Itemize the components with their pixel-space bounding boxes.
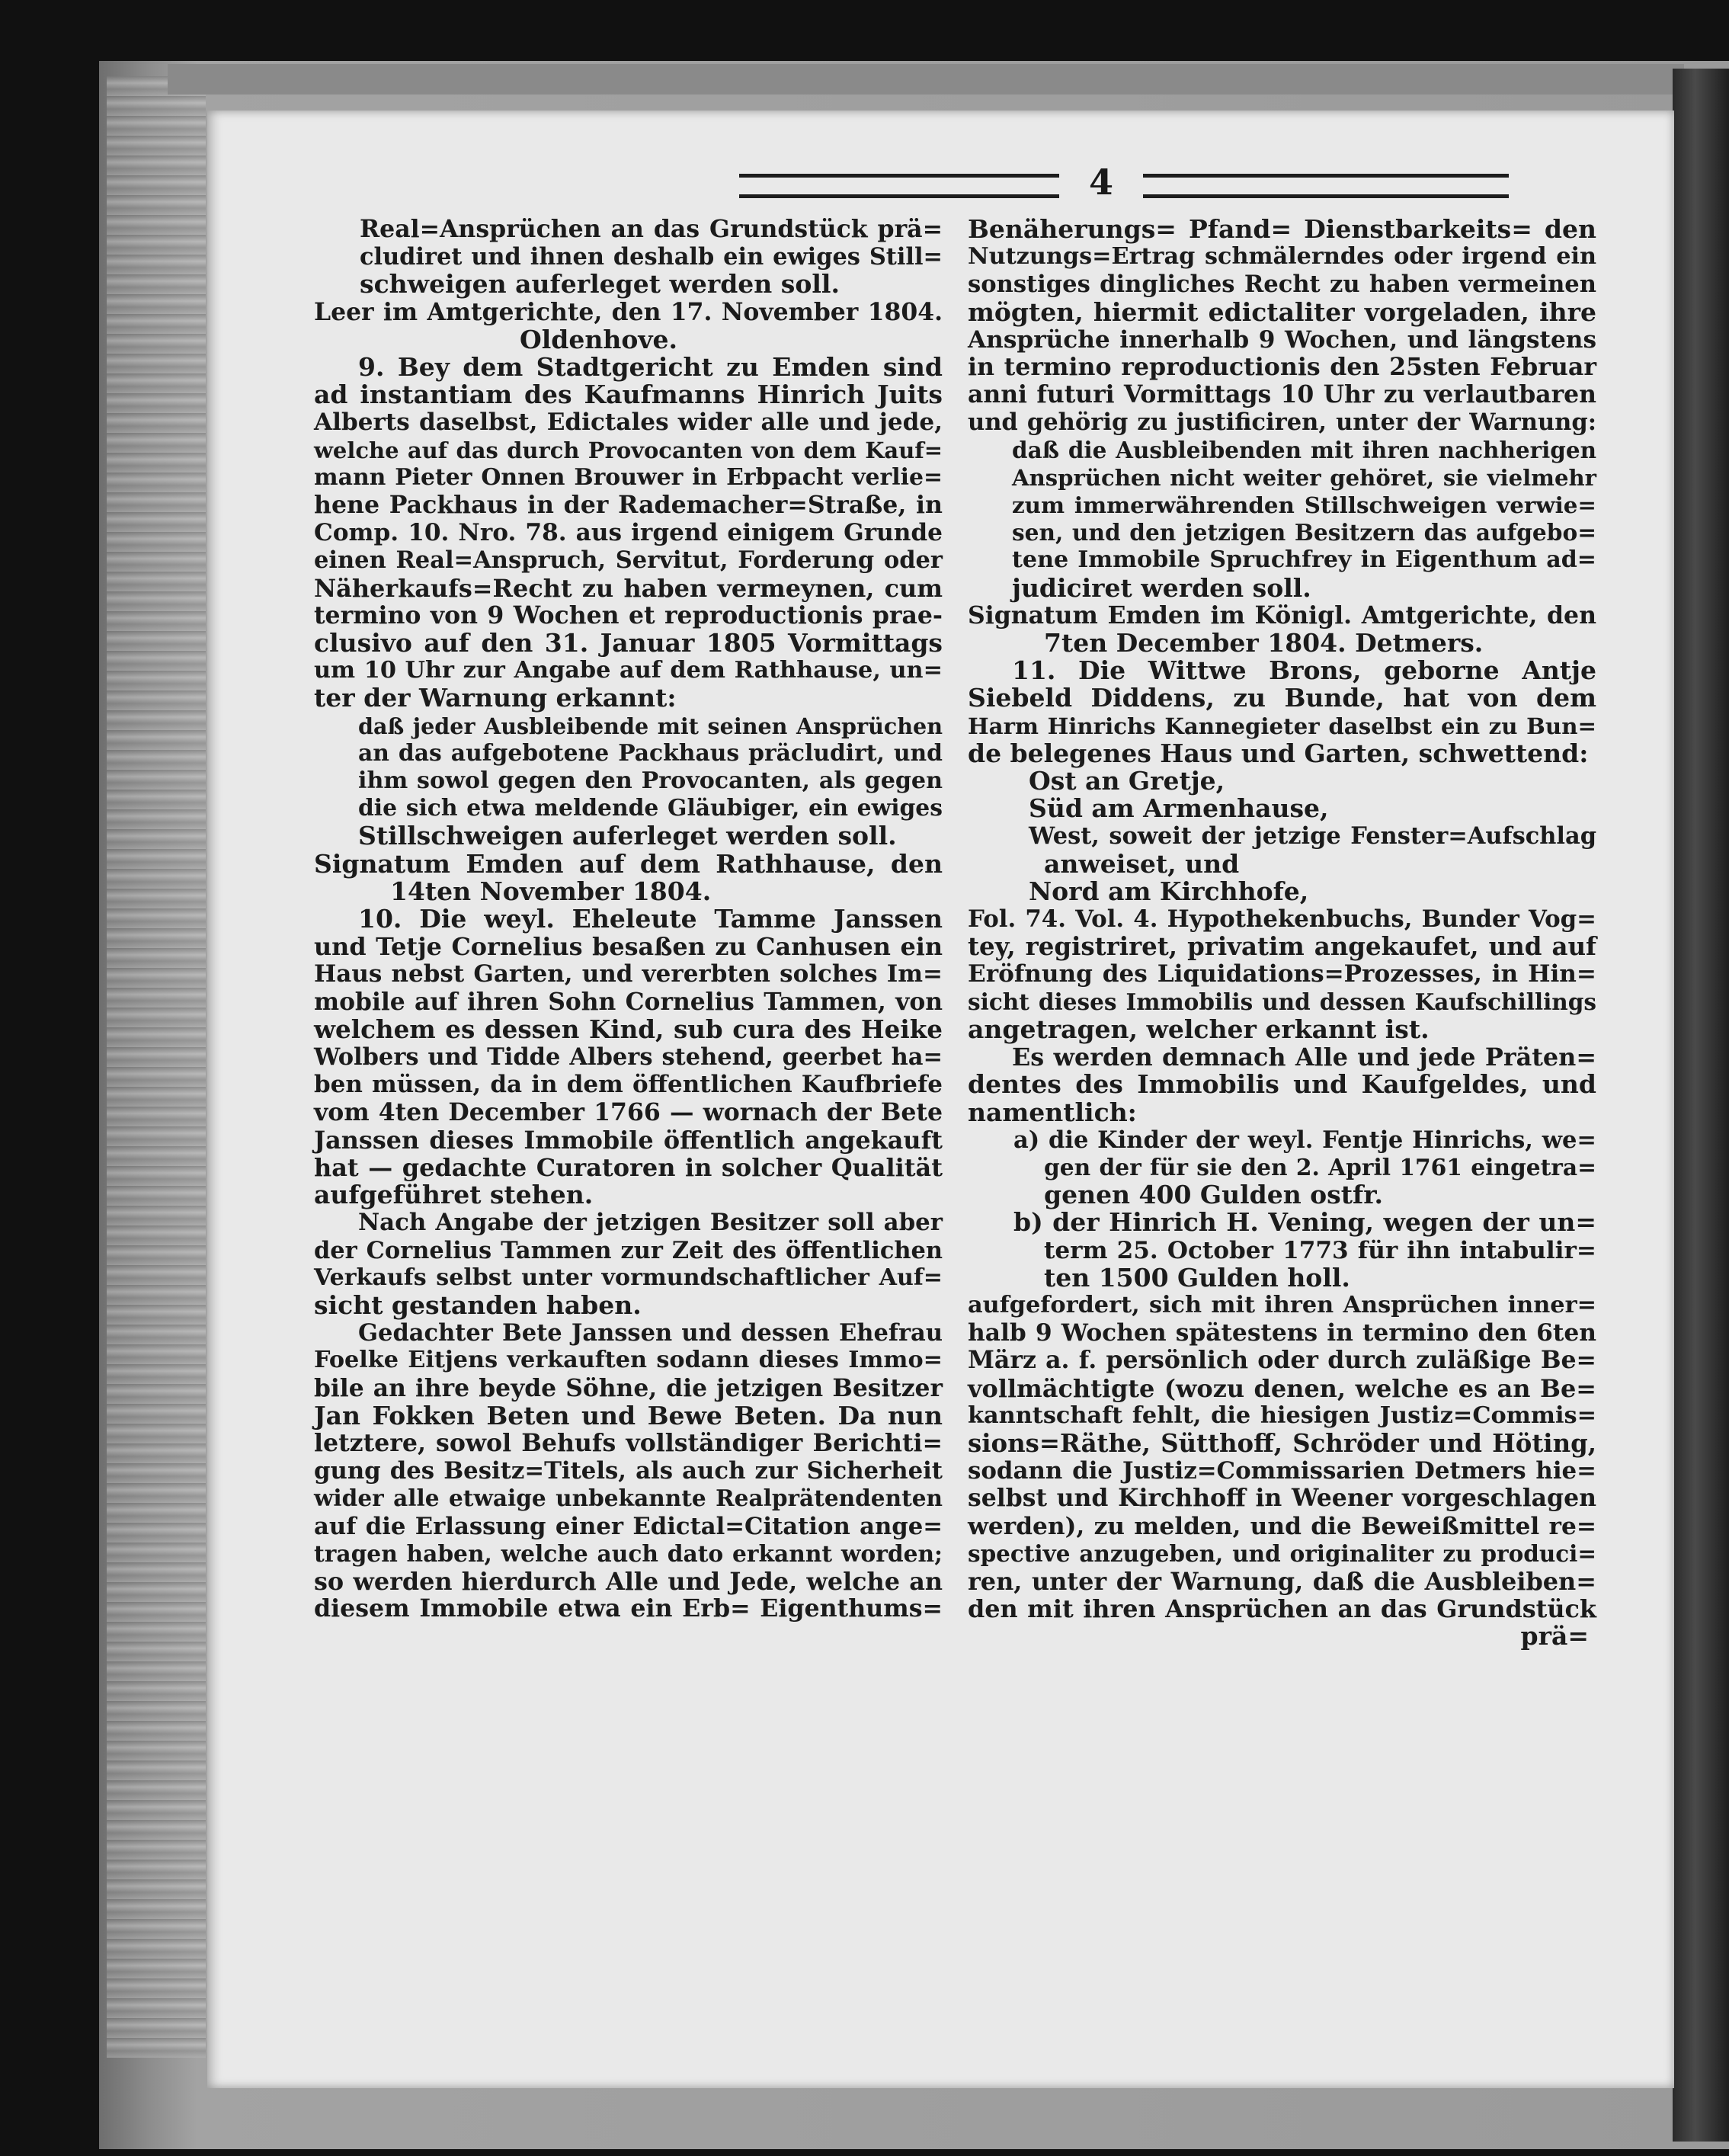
text-line: Siebeld Diddens, zu Bunde, hat von dem: [968, 683, 1596, 713]
text-line: termino von 9 Wochen et reproductionis prae-: [314, 601, 943, 630]
text-line: anweiset, und: [1044, 848, 1240, 879]
text-line: den mit ihren Ansprüchen an das Grundstück: [968, 1594, 1596, 1624]
text-line: gung des Besitz=Titels, als auch zur Sicherheit: [314, 1457, 943, 1485]
text-line: um 10 Uhr zur Angabe auf dem Rathhause, un=: [314, 657, 943, 684]
text-line: auf die Erlassung einer Edictal=Citation ange=: [314, 1512, 943, 1540]
text-line: mobile auf ihren Sohn Cornelius Tammen, von: [314, 988, 943, 1016]
text-line: und gehörig zu justificiren, unter der Warnung:: [968, 408, 1596, 437]
text-line: mann Pieter Onnen Brouwer in Erbpacht verlie=: [314, 463, 943, 491]
text-line: Ansprüchen nicht weiter gehöret, sie vielmehr: [1012, 464, 1596, 491]
text-line: anni futuri Vormittags 10 Uhr zu verlautbaren: [968, 380, 1596, 409]
text-line: Real=Ansprüchen an das Grundstück prä=: [360, 215, 943, 243]
text-line: in termino reproductionis den 25sten Februar: [968, 353, 1596, 382]
page-number: 4: [1088, 162, 1113, 203]
text-line: diesem Immobile etwa ein Erb= Eigenthums=: [314, 1594, 943, 1623]
text-line: sicht gestanden haben.: [314, 1289, 642, 1320]
text-line: an das aufgebotene Packhaus präcludirt, und: [358, 739, 943, 767]
text-line: namentlich:: [968, 1097, 1137, 1127]
text-line: Wolbers und Tidde Albers stehend, geerbet ha=: [314, 1043, 943, 1072]
text-line: clusivo auf den 31. Januar 1805 Vormittags: [314, 628, 943, 658]
text-line: de belegenes Haus und Garten, schwettend:: [968, 738, 1589, 768]
page-header: [533, 162, 1585, 204]
text-line: tey, registriret, privatim angekaufet, und auf: [968, 932, 1596, 962]
text-line: ten 1500 Gulden holl.: [1044, 1262, 1350, 1293]
text-line: wider alle etwaige unbekannte Realprätendenten: [314, 1485, 943, 1512]
text-line: Oldenhove.: [520, 324, 678, 354]
text-line: sions=Räthe, Sütthoff, Schröder und Höting,: [968, 1428, 1596, 1458]
text-line: Benäherungs= Pfand= Dienstbarkeits= den: [968, 214, 1596, 244]
text-line: sonstiges dingliches Recht zu haben vermeinen: [968, 271, 1596, 299]
text-line: und Tetje Cornelius besaßen zu Canhusen ein: [314, 932, 943, 962]
text-line: so werden hierdurch Alle und Jede, welche an: [314, 1566, 943, 1596]
text-line: Signatum Emden im Königl. Amtgerichte, den: [968, 601, 1596, 630]
text-line: Stillschweigen auferleget werden soll.: [358, 821, 897, 851]
text-line: bile an ihre beyde Söhne, die jetzigen Besitzer: [314, 1374, 943, 1402]
text-line: tene Immobile Spruchfrey in Eigenthum ad=: [1012, 546, 1596, 574]
text-line: daß die Ausbleibenden mit ihren nachherigen: [1012, 436, 1596, 463]
text-line: Ansprüche innerhalb 9 Wochen, und längstens: [968, 325, 1596, 354]
text-line: gen der für sie den 2. April 1761 eingetra=: [1044, 1153, 1596, 1181]
text-line: daß jeder Ausbleibende mit seinen Ansprüchen: [358, 713, 943, 739]
text-line: Gedachter Bete Janssen und dessen Ehefrau: [358, 1319, 943, 1347]
text-line: b) der Hinrich H. Vening, wegen der un=: [1013, 1207, 1596, 1238]
text-line: Ost an Gretje,: [1029, 766, 1225, 796]
text-line: mögten, hiermit edictaliter vorgeladen, ihre: [968, 296, 1596, 327]
text-line: Eröfnung des Liquidations=Prozesses, in Hin=: [968, 960, 1596, 988]
text-line: Haus nebst Garten, und vererbten solches Im=: [314, 960, 943, 988]
text-line: 7ten December 1804. Detmers.: [1044, 628, 1484, 658]
text-line: selbst und Kirchhoff in Weener vorgeschlagen: [968, 1484, 1596, 1513]
text-line: ren, unter der Warnung, daß die Ausbleiben=: [968, 1566, 1596, 1596]
text-line: sicht dieses Immobilis und dessen Kaufschillings: [968, 988, 1596, 1015]
left-text-column: [314, 216, 943, 1623]
cover-right-edge: [1673, 69, 1729, 2142]
text-line: prä=: [1520, 1621, 1589, 1651]
text-line: Verkaufs selbst unter vormundschaftlicher Auf=: [314, 1264, 943, 1291]
text-line: cludiret und ihnen deshalb ein ewiges Still=: [360, 243, 943, 271]
text-line: kanntschaft fehlt, die hiesigen Justiz=Commis=: [968, 1402, 1596, 1429]
text-line: Leer im Amtgerichte, den 17. November 1804.: [314, 298, 943, 326]
text-line: judiciret werden soll.: [1012, 572, 1311, 603]
text-line: sodann die Justiz=Commissarien Detmers hie=: [968, 1457, 1596, 1485]
text-line: Comp. 10. Nro. 78. aus irgend einigem Grunde: [314, 519, 943, 547]
text-line: spective anzugeben, und originaliter zu produci=: [968, 1539, 1596, 1567]
text-line: Nord am Kirchhofe,: [1029, 876, 1309, 906]
text-line: werden), zu melden, und die Beweißmittel re=: [968, 1512, 1596, 1540]
text-line: 11. Die Wittwe Brons, geborne Antje: [1012, 655, 1596, 686]
text-line: einen Real=Anspruch, Servitut, Forderung oder: [314, 546, 943, 575]
text-line: welchem es dessen Kind, sub cura des Heike: [314, 1014, 943, 1044]
text-line: Fol. 74. Vol. 4. Hypothekenbuchs, Bunder Vog=: [968, 905, 1596, 934]
text-line: 9. Bey dem Stadtgericht zu Emden sind: [358, 352, 943, 383]
text-line: hat — gedachte Curatoren in solcher Qualität: [314, 1152, 943, 1182]
text-line: term 25. October 1773 für ihn intabulir=: [1044, 1236, 1596, 1264]
header-rule-right: [1143, 174, 1509, 198]
text-line: Foelke Eitjens verkauften sodann dieses Immo=: [314, 1347, 943, 1374]
text-line: schweigen auferleget werden soll.: [360, 269, 840, 300]
text-line: hene Packhaus in der Rademacher=Straße, in: [314, 491, 943, 520]
text-line: sen, und den jetzigen Besitzern das aufgebo=: [1012, 519, 1596, 546]
text-line: Signatum Emden auf dem Rathhause, den: [314, 848, 943, 879]
text-line: angetragen, welcher erkannt ist.: [968, 1014, 1430, 1044]
text-line: Harm Hinrichs Kannegieter daselbst ein zu Bun=: [968, 713, 1596, 739]
right-text-column: [968, 216, 1596, 1651]
text-line: der Cornelius Tammen zur Zeit des öffentlichen: [314, 1236, 943, 1264]
text-line: zum immerwährenden Stillschweigen verwie=: [1012, 492, 1596, 519]
text-line: ben müssen, da in dem öffentlichen Kaufbriefe: [314, 1071, 943, 1099]
worn-spine-edge: [107, 76, 206, 2058]
text-line: aufgefordert, sich mit ihren Ansprüchen inner=: [968, 1291, 1596, 1318]
text-line: ter der Warnung erkannt:: [314, 683, 677, 713]
text-line: 14ten November 1804.: [390, 876, 712, 906]
text-line: die sich etwa meldende Gläubiger, ein ewiges: [358, 795, 943, 822]
text-line: dentes des Immobilis und Kaufgeldes, und: [968, 1069, 1596, 1100]
text-line: a) die Kinder der weyl. Fentje Hinrichs, we=: [1013, 1126, 1596, 1154]
text-line: Es werden demnach Alle und jede Präten=: [1012, 1043, 1596, 1072]
text-line: aufgeführet stehen.: [314, 1180, 594, 1210]
cover-top-edge: [168, 64, 1684, 95]
text-line: Süd am Armenhause,: [1029, 793, 1329, 824]
text-line: tragen haben, welche auch dato erkannt worden;: [314, 1539, 943, 1567]
text-line: Janssen dieses Immobile öffentlich angekauft: [314, 1125, 943, 1155]
text-line: vollmächtigte (wozu denen, welche es an Be=: [968, 1373, 1596, 1403]
text-line: genen 400 Gulden ostfr.: [1044, 1180, 1384, 1210]
text-line: vom 4ten December 1766 — wornach der Bete: [314, 1097, 943, 1126]
text-line: welche auf das durch Provocanten von dem Kauf=: [314, 437, 943, 463]
header-rule-left: [739, 174, 1059, 198]
text-line: Näherkaufs=Recht zu haben vermeynen, cum: [314, 573, 943, 603]
text-line: ad instantiam des Kaufmanns Hinrich Juits: [314, 380, 943, 410]
text-line: ihm sowol gegen den Provocanten, als gegen: [358, 767, 943, 795]
text-line: Jan Fokken Beten und Bewe Beten. Da nun: [314, 1400, 943, 1430]
text-line: 10. Die weyl. Eheleute Tamme Janssen: [358, 904, 943, 934]
text-line: März a. f. persönlich oder durch zuläßige Be=: [968, 1346, 1596, 1375]
text-line: Nutzungs=Ertrag schmälerndes oder irgend ein: [968, 243, 1596, 271]
text-line: West, soweit der jetzige Fenster=Aufschlag: [1029, 822, 1596, 851]
text-line: halb 9 Wochen spätestens in termino den 6ten: [968, 1319, 1596, 1347]
text-line: Nach Angabe der jetzigen Besitzer soll aber: [358, 1209, 943, 1237]
text-line: letztere, sowol Behufs vollständiger Berichti=: [314, 1428, 943, 1457]
text-line: Alberts daselbst, Edictales wider alle und jede,: [314, 408, 943, 437]
